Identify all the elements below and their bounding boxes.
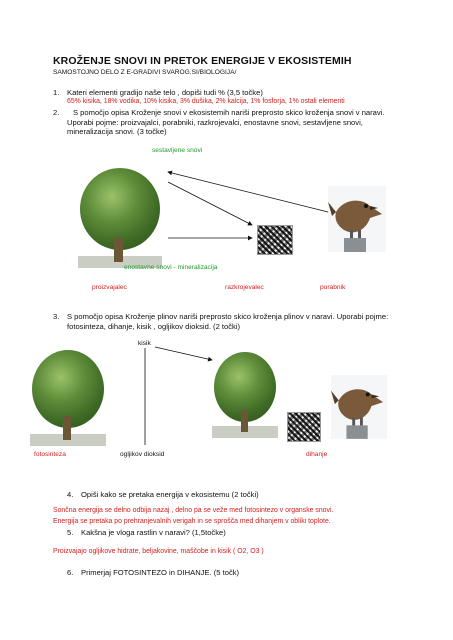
question-text: S pomočjo opisa Kroženje plinov nariši preprosto skico kroženja plinov v naravi. Uporabi pojme: [67,312,389,321]
question-2-line-3: mineralizacija snovi. (3 točke) [67,127,167,136]
tree-image-2 [30,350,106,446]
question-4 [67,490,259,499]
answer-4-line-1: Sončna energija se delno odbija nazaj , delno pa se veže med fotosintezo v organske snovi. [53,507,334,514]
tree-trunk [241,410,248,432]
label-sestavljene-snovi: sestavljene snovi [152,147,203,154]
question-2-line-2: Uporabi pojme: proizvajalci, porabniki, razkrojevalci, enostavne snovi, sestavljene snovi, [67,118,363,127]
question-text: Kateri elementi gradijo naše telo , dopiši tudi % (3,5 točke) [67,88,263,97]
page-title: KROŽENJE SNOVI IN PRETOK ENERGIJE V EKOSISTEMIH [53,55,352,67]
question-text: Opiši kako se pretaka energija v ekosistemu (2 točki) [81,490,259,499]
question-number: 1. [53,88,60,97]
label-dihanje: dihanje [306,451,328,458]
label-fotosinteza: fotosinteza [34,451,66,458]
question-number: 6. [67,568,74,577]
tree-image-3 [212,352,278,438]
arrow-tree-to-decomposer [168,182,252,225]
question-number: 4. [67,490,74,499]
question-text: Kakšna je vloga rastlin v naravi? (1,5točke) [81,528,226,537]
label-kisik: kisik [138,340,151,347]
arrow-kisik [155,347,212,360]
question-number: 3. [53,312,60,321]
question-3-line-2: fotosinteza, dihanje, kisik , ogljikov dioksid. (2 točki) [67,322,241,331]
decomposer-image-2 [287,412,321,442]
question-text: Primerjaj FOTOSINTEZO in DIHANJE. (5 točk) [81,568,240,577]
label-proizvajalec: proizvajalec [92,284,127,291]
answer-1: 65% kisika, 18% vodika, 10% kisika, 3% dušika, 2% kalcija, 1% fosforja, 1% ostali elementi [67,98,345,105]
label-razkrojevalec: razkrojevalec [225,284,264,291]
question-5 [67,528,226,537]
arrow-consumer-to-tree [168,172,328,212]
label-enostavne-snovi: enostavne snovi - mineralizacija [124,264,218,271]
question-text: S pomočjo opisa Kroženje snovi v ekosistemih nariši preprosto skico kroženja snovi v naravi. [73,108,385,117]
question-3 [53,312,388,321]
label-porabnik: porabnik [320,284,346,291]
question-number: 5. [67,528,74,537]
answer-4-line-2: Energija se pretaka po prehranjevalnih verigah in se sprošča med dihanjem v obliki toplote. [53,518,331,525]
tree-trunk [63,416,71,440]
answer-5: Proizvajajo ogljikove hidrate, beljakovine, maščobe in kisik ( O2, O3 ) [53,548,264,555]
question-number: 2. [53,108,60,117]
label-ogljikov-dioksid: ogljikov dioksid [120,451,165,458]
bird-image-2 [331,375,387,439]
question-6 [67,568,239,577]
page-subtitle: SAMOSTOJNO DELO Z E-GRADIVI SVAROG.SI/BIOLOGIJA/ [53,69,237,76]
